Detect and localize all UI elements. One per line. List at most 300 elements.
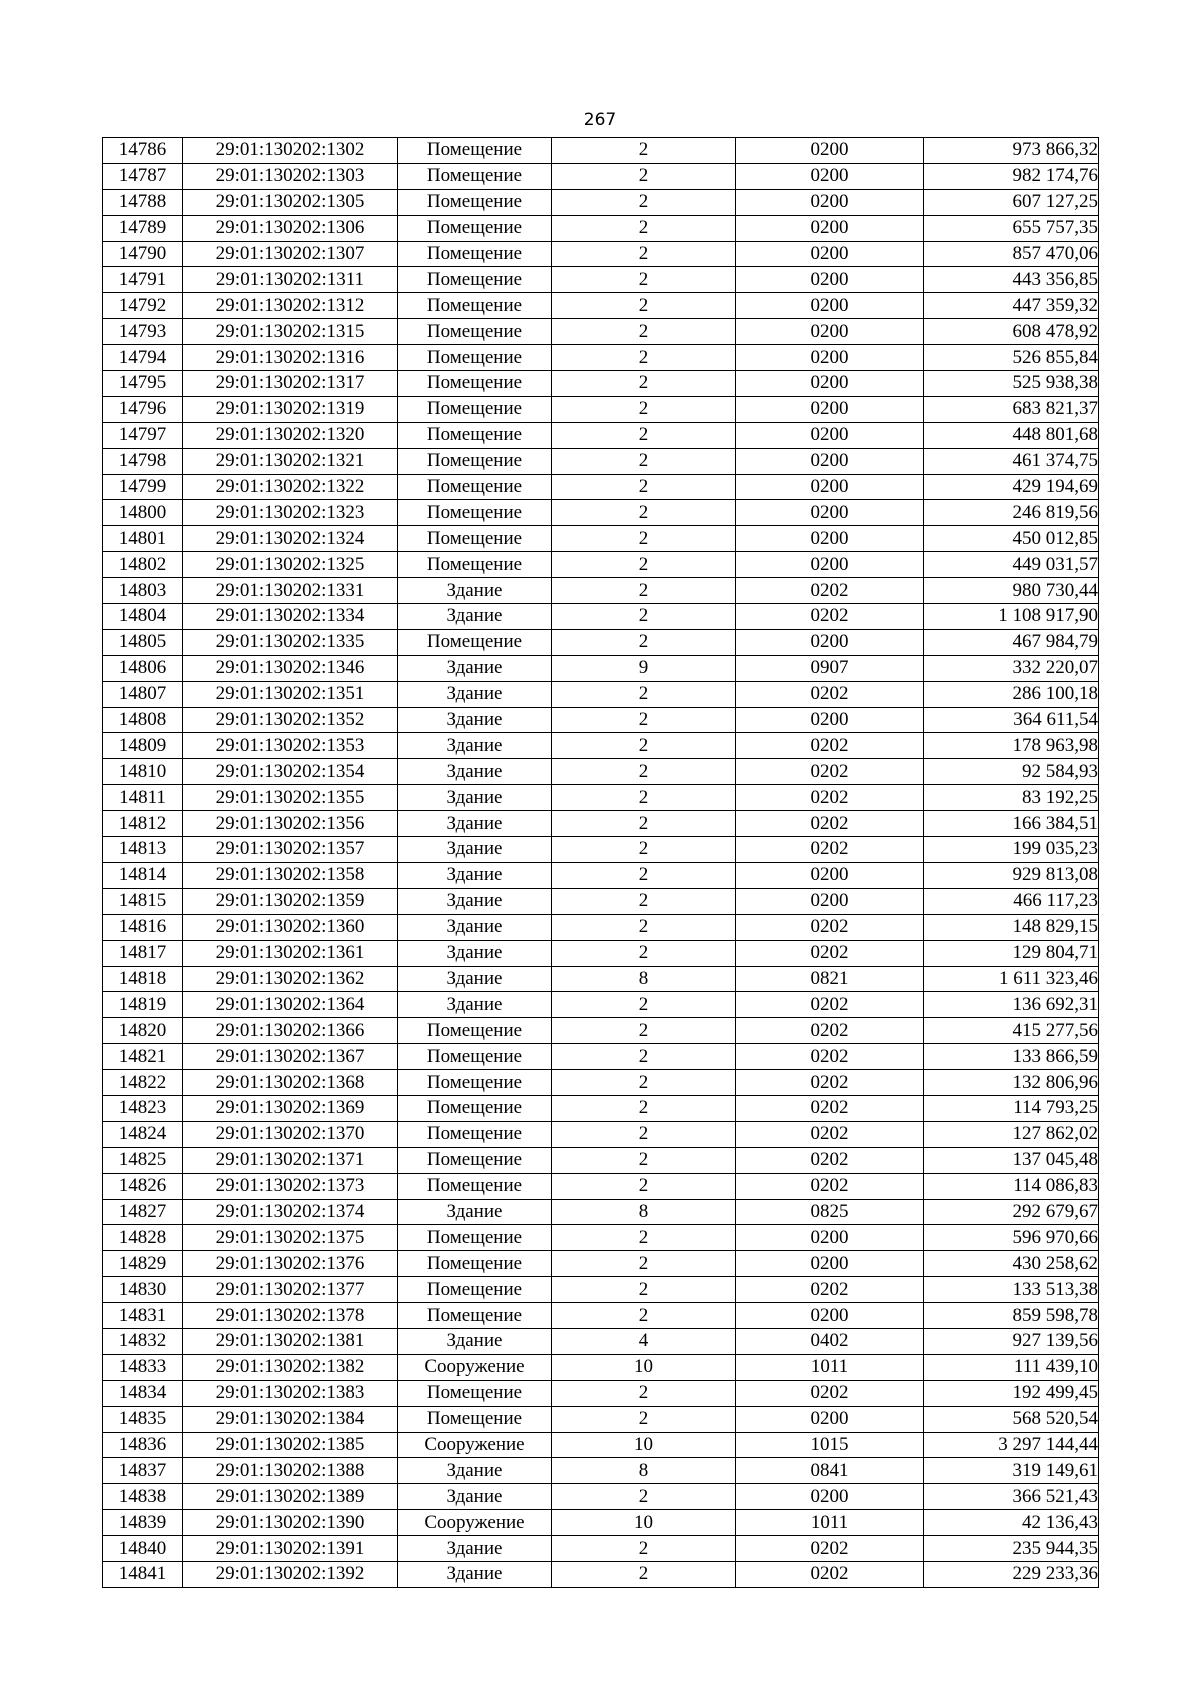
group-cell: 8: [552, 1458, 736, 1484]
code-cell: 0202: [736, 733, 924, 759]
table-row: [103, 1380, 1099, 1406]
cadastral-number-cell: 29:01:130202:1315: [183, 319, 398, 345]
table-row: [103, 1095, 1099, 1121]
code-cell: 0200: [736, 707, 924, 733]
object-type-cell: Помещение: [398, 1251, 552, 1277]
cadastral-value-cell: 607 127,25: [924, 189, 1099, 215]
cadastral-value-cell: 447 359,32: [924, 293, 1099, 319]
cadastral-number-cell: 29:01:130202:1377: [183, 1277, 398, 1303]
cadastral-number-cell: 29:01:130202:1302: [183, 138, 398, 164]
cadastral-number-cell: 29:01:130202:1324: [183, 526, 398, 552]
code-cell: 0200: [736, 474, 924, 500]
object-type-cell: Здание: [398, 578, 552, 604]
group-cell: 2: [552, 811, 736, 837]
row-number-cell: 14839: [103, 1510, 183, 1536]
table-row: [103, 862, 1099, 888]
object-type-cell: Помещение: [398, 396, 552, 422]
cadastral-number-cell: 29:01:130202:1388: [183, 1458, 398, 1484]
row-number-cell: 14830: [103, 1277, 183, 1303]
row-number-cell: 14791: [103, 267, 183, 293]
table-row: [103, 733, 1099, 759]
cadastral-number-cell: 29:01:130202:1360: [183, 914, 398, 940]
object-type-cell: Здание: [398, 862, 552, 888]
table-row: [103, 1458, 1099, 1484]
cadastral-number-cell: 29:01:130202:1322: [183, 474, 398, 500]
object-type-cell: Помещение: [398, 371, 552, 397]
row-number-cell: 14807: [103, 681, 183, 707]
group-cell: 2: [552, 1251, 736, 1277]
object-type-cell: Здание: [398, 1458, 552, 1484]
cadastral-value-cell: 443 356,85: [924, 267, 1099, 293]
table-row: [103, 448, 1099, 474]
group-cell: 2: [552, 681, 736, 707]
group-cell: 2: [552, 578, 736, 604]
object-type-cell: Здание: [398, 1536, 552, 1562]
cadastral-number-cell: 29:01:130202:1357: [183, 837, 398, 863]
object-type-cell: Помещение: [398, 1044, 552, 1070]
code-cell: 0202: [736, 1018, 924, 1044]
cadastral-number-cell: 29:01:130202:1321: [183, 448, 398, 474]
cadastral-number-cell: 29:01:130202:1317: [183, 371, 398, 397]
cadastral-value-cell: 178 963,98: [924, 733, 1099, 759]
cadastral-number-cell: 29:01:130202:1353: [183, 733, 398, 759]
cadastral-value-cell: 235 944,35: [924, 1536, 1099, 1562]
table-row: [103, 837, 1099, 863]
object-type-cell: Помещение: [398, 293, 552, 319]
cadastral-value-cell: 132 806,96: [924, 1070, 1099, 1096]
cadastral-number-cell: 29:01:130202:1376: [183, 1251, 398, 1277]
code-cell: 0200: [736, 319, 924, 345]
row-number-cell: 14840: [103, 1536, 183, 1562]
table-row: [103, 1044, 1099, 1070]
cadastral-number-cell: 29:01:130202:1383: [183, 1380, 398, 1406]
row-number-cell: 14793: [103, 319, 183, 345]
object-type-cell: Помещение: [398, 1095, 552, 1121]
object-type-cell: Здание: [398, 733, 552, 759]
table-row: [103, 163, 1099, 189]
cadastral-value-cell: 133 513,38: [924, 1277, 1099, 1303]
code-cell: 0402: [736, 1328, 924, 1354]
table-row: [103, 914, 1099, 940]
cadastral-number-cell: 29:01:130202:1390: [183, 1510, 398, 1536]
object-type-cell: Здание: [398, 811, 552, 837]
object-type-cell: Здание: [398, 940, 552, 966]
cadastral-number-cell: 29:01:130202:1312: [183, 293, 398, 319]
code-cell: 0202: [736, 1561, 924, 1587]
group-cell: 2: [552, 1303, 736, 1329]
cadastral-number-cell: 29:01:130202:1378: [183, 1303, 398, 1329]
group-cell: 9: [552, 655, 736, 681]
group-cell: 2: [552, 1406, 736, 1432]
code-cell: 0200: [736, 396, 924, 422]
code-cell: 0200: [736, 552, 924, 578]
object-type-cell: Здание: [398, 604, 552, 630]
code-cell: 0202: [736, 1277, 924, 1303]
object-type-cell: Помещение: [398, 319, 552, 345]
cadastral-number-cell: 29:01:130202:1371: [183, 1147, 398, 1173]
cadastral-value-cell: 655 757,35: [924, 215, 1099, 241]
code-cell: 1011: [736, 1510, 924, 1536]
row-number-cell: 14824: [103, 1121, 183, 1147]
object-type-cell: Помещение: [398, 1147, 552, 1173]
cadastral-value-table: [102, 137, 1099, 1588]
group-cell: 2: [552, 474, 736, 500]
table-row: [103, 474, 1099, 500]
code-cell: 0202: [736, 578, 924, 604]
table-row: [103, 1510, 1099, 1536]
cadastral-value-cell: 3 297 144,44: [924, 1432, 1099, 1458]
cadastral-value-cell: 92 584,93: [924, 759, 1099, 785]
code-cell: 0200: [736, 138, 924, 164]
object-type-cell: Здание: [398, 888, 552, 914]
row-number-cell: 14795: [103, 371, 183, 397]
code-cell: 0202: [736, 1380, 924, 1406]
table-row: [103, 1406, 1099, 1432]
code-cell: 0200: [736, 448, 924, 474]
object-type-cell: Здание: [398, 1484, 552, 1510]
group-cell: 2: [552, 629, 736, 655]
code-cell: 0200: [736, 1225, 924, 1251]
cadastral-value-cell: 166 384,51: [924, 811, 1099, 837]
row-number-cell: 14794: [103, 345, 183, 371]
code-cell: 0200: [736, 345, 924, 371]
cadastral-value-cell: 83 192,25: [924, 785, 1099, 811]
object-type-cell: Помещение: [398, 163, 552, 189]
table-row: [103, 1277, 1099, 1303]
cadastral-number-cell: 29:01:130202:1323: [183, 500, 398, 526]
object-type-cell: Помещение: [398, 1018, 552, 1044]
table-row: [103, 707, 1099, 733]
code-cell: 0202: [736, 1121, 924, 1147]
group-cell: 2: [552, 345, 736, 371]
code-cell: 0202: [736, 1173, 924, 1199]
code-cell: 0200: [736, 293, 924, 319]
cadastral-value-cell: 429 194,69: [924, 474, 1099, 500]
row-number-cell: 14816: [103, 914, 183, 940]
code-cell: 0202: [736, 604, 924, 630]
code-cell: 0200: [736, 526, 924, 552]
table-row: [103, 1070, 1099, 1096]
row-number-cell: 14808: [103, 707, 183, 733]
group-cell: 2: [552, 1536, 736, 1562]
cadastral-value-cell: 982 174,76: [924, 163, 1099, 189]
cadastral-number-cell: 29:01:130202:1382: [183, 1354, 398, 1380]
group-cell: 2: [552, 163, 736, 189]
table-row: [103, 500, 1099, 526]
object-type-cell: Помещение: [398, 189, 552, 215]
object-type-cell: Здание: [398, 992, 552, 1018]
code-cell: 0200: [736, 163, 924, 189]
object-type-cell: Сооружение: [398, 1432, 552, 1458]
cadastral-number-cell: 29:01:130202:1374: [183, 1199, 398, 1225]
code-cell: 0825: [736, 1199, 924, 1225]
row-number-cell: 14836: [103, 1432, 183, 1458]
cadastral-value-cell: 461 374,75: [924, 448, 1099, 474]
table-row: [103, 552, 1099, 578]
table-row: [103, 319, 1099, 345]
group-cell: 2: [552, 1173, 736, 1199]
cadastral-value-cell: 980 730,44: [924, 578, 1099, 604]
row-number-cell: 14805: [103, 629, 183, 655]
cadastral-number-cell: 29:01:130202:1375: [183, 1225, 398, 1251]
row-number-cell: 14801: [103, 526, 183, 552]
code-cell: 0200: [736, 267, 924, 293]
row-number-cell: 14831: [103, 1303, 183, 1329]
row-number-cell: 14797: [103, 422, 183, 448]
cadastral-value-cell: 430 258,62: [924, 1251, 1099, 1277]
code-cell: 0202: [736, 992, 924, 1018]
cadastral-value-cell: 568 520,54: [924, 1406, 1099, 1432]
group-cell: 2: [552, 992, 736, 1018]
cadastral-number-cell: 29:01:130202:1311: [183, 267, 398, 293]
row-number-cell: 14825: [103, 1147, 183, 1173]
object-type-cell: Помещение: [398, 500, 552, 526]
cadastral-value-cell: 127 862,02: [924, 1121, 1099, 1147]
row-number-cell: 14803: [103, 578, 183, 604]
table-body: [103, 138, 1099, 1588]
group-cell: 2: [552, 448, 736, 474]
group-cell: 2: [552, 862, 736, 888]
row-number-cell: 14828: [103, 1225, 183, 1251]
cadastral-value-cell: 466 117,23: [924, 888, 1099, 914]
cadastral-number-cell: 29:01:130202:1381: [183, 1328, 398, 1354]
cadastral-number-cell: 29:01:130202:1354: [183, 759, 398, 785]
object-type-cell: Здание: [398, 1199, 552, 1225]
cadastral-number-cell: 29:01:130202:1366: [183, 1018, 398, 1044]
cadastral-value-cell: 929 813,08: [924, 862, 1099, 888]
code-cell: 0200: [736, 422, 924, 448]
table-row: [103, 396, 1099, 422]
code-cell: 1015: [736, 1432, 924, 1458]
cadastral-number-cell: 29:01:130202:1316: [183, 345, 398, 371]
code-cell: 0200: [736, 862, 924, 888]
row-number-cell: 14799: [103, 474, 183, 500]
cadastral-value-cell: 859 598,78: [924, 1303, 1099, 1329]
cadastral-number-cell: 29:01:130202:1352: [183, 707, 398, 733]
object-type-cell: Здание: [398, 966, 552, 992]
object-type-cell: Помещение: [398, 1277, 552, 1303]
table-row: [103, 1561, 1099, 1587]
group-cell: 2: [552, 785, 736, 811]
group-cell: 2: [552, 138, 736, 164]
object-type-cell: Помещение: [398, 448, 552, 474]
group-cell: 2: [552, 1121, 736, 1147]
row-number-cell: 14811: [103, 785, 183, 811]
cadastral-number-cell: 29:01:130202:1331: [183, 578, 398, 604]
table-row: [103, 345, 1099, 371]
cadastral-value-cell: 114 086,83: [924, 1173, 1099, 1199]
object-type-cell: Здание: [398, 759, 552, 785]
cadastral-number-cell: 29:01:130202:1325: [183, 552, 398, 578]
row-number-cell: 14841: [103, 1561, 183, 1587]
table-row: [103, 371, 1099, 397]
object-type-cell: Здание: [398, 837, 552, 863]
cadastral-value-cell: 927 139,56: [924, 1328, 1099, 1354]
object-type-cell: Помещение: [398, 552, 552, 578]
group-cell: 2: [552, 1095, 736, 1121]
table-row: [103, 811, 1099, 837]
row-number-cell: 14790: [103, 241, 183, 267]
row-number-cell: 14787: [103, 163, 183, 189]
cadastral-value-cell: 292 679,67: [924, 1199, 1099, 1225]
cadastral-value-cell: 332 220,07: [924, 655, 1099, 681]
object-type-cell: Здание: [398, 914, 552, 940]
code-cell: 0200: [736, 189, 924, 215]
cadastral-value-cell: 448 801,68: [924, 422, 1099, 448]
cadastral-number-cell: 29:01:130202:1361: [183, 940, 398, 966]
cadastral-number-cell: 29:01:130202:1392: [183, 1561, 398, 1587]
group-cell: 2: [552, 319, 736, 345]
cadastral-number-cell: 29:01:130202:1320: [183, 422, 398, 448]
group-cell: 2: [552, 293, 736, 319]
group-cell: 2: [552, 888, 736, 914]
row-number-cell: 14798: [103, 448, 183, 474]
cadastral-value-cell: 1 611 323,46: [924, 966, 1099, 992]
code-cell: 0202: [736, 914, 924, 940]
cadastral-value-cell: 366 521,43: [924, 1484, 1099, 1510]
cadastral-number-cell: 29:01:130202:1305: [183, 189, 398, 215]
row-number-cell: 14814: [103, 862, 183, 888]
group-cell: 10: [552, 1432, 736, 1458]
cadastral-value-cell: 683 821,37: [924, 396, 1099, 422]
table-row: [103, 759, 1099, 785]
row-number-cell: 14833: [103, 1354, 183, 1380]
cadastral-number-cell: 29:01:130202:1359: [183, 888, 398, 914]
code-cell: 0202: [736, 837, 924, 863]
group-cell: 10: [552, 1510, 736, 1536]
code-cell: 0200: [736, 215, 924, 241]
row-number-cell: 14821: [103, 1044, 183, 1070]
table-row: [103, 1432, 1099, 1458]
cadastral-value-cell: 114 793,25: [924, 1095, 1099, 1121]
cadastral-number-cell: 29:01:130202:1346: [183, 655, 398, 681]
table-row: [103, 1121, 1099, 1147]
code-cell: 0202: [736, 785, 924, 811]
cadastral-number-cell: 29:01:130202:1385: [183, 1432, 398, 1458]
code-cell: 0200: [736, 500, 924, 526]
cadastral-value-cell: 129 804,71: [924, 940, 1099, 966]
object-type-cell: Здание: [398, 785, 552, 811]
group-cell: 2: [552, 1070, 736, 1096]
group-cell: 2: [552, 1380, 736, 1406]
code-cell: 0200: [736, 371, 924, 397]
group-cell: 2: [552, 500, 736, 526]
cadastral-value-cell: 136 692,31: [924, 992, 1099, 1018]
code-cell: 0202: [736, 759, 924, 785]
cadastral-number-cell: 29:01:130202:1303: [183, 163, 398, 189]
group-cell: 2: [552, 422, 736, 448]
cadastral-value-cell: 525 938,38: [924, 371, 1099, 397]
object-type-cell: Помещение: [398, 267, 552, 293]
cadastral-value-cell: 42 136,43: [924, 1510, 1099, 1536]
table-row: [103, 1199, 1099, 1225]
cadastral-number-cell: 29:01:130202:1364: [183, 992, 398, 1018]
object-type-cell: Помещение: [398, 1070, 552, 1096]
cadastral-number-cell: 29:01:130202:1367: [183, 1044, 398, 1070]
group-cell: 2: [552, 759, 736, 785]
row-number-cell: 14837: [103, 1458, 183, 1484]
row-number-cell: 14788: [103, 189, 183, 215]
cadastral-number-cell: 29:01:130202:1306: [183, 215, 398, 241]
cadastral-value-cell: 1 108 917,90: [924, 604, 1099, 630]
row-number-cell: 14813: [103, 837, 183, 863]
object-type-cell: Помещение: [398, 629, 552, 655]
table-row: [103, 267, 1099, 293]
group-cell: 4: [552, 1328, 736, 1354]
group-cell: 2: [552, 914, 736, 940]
group-cell: 2: [552, 1044, 736, 1070]
code-cell: 0202: [736, 1070, 924, 1096]
cadastral-value-cell: 608 478,92: [924, 319, 1099, 345]
group-cell: 2: [552, 733, 736, 759]
table-row: [103, 526, 1099, 552]
row-number-cell: 14834: [103, 1380, 183, 1406]
object-type-cell: Помещение: [398, 1303, 552, 1329]
code-cell: 1011: [736, 1354, 924, 1380]
cadastral-number-cell: 29:01:130202:1362: [183, 966, 398, 992]
group-cell: 8: [552, 966, 736, 992]
table-row: [103, 655, 1099, 681]
object-type-cell: Здание: [398, 1328, 552, 1354]
code-cell: 0202: [736, 940, 924, 966]
cadastral-number-cell: 29:01:130202:1391: [183, 1536, 398, 1562]
object-type-cell: Помещение: [398, 1121, 552, 1147]
cadastral-value-cell: 596 970,66: [924, 1225, 1099, 1251]
code-cell: 0202: [736, 1044, 924, 1070]
row-number-cell: 14829: [103, 1251, 183, 1277]
code-cell: 0200: [736, 888, 924, 914]
table-row: [103, 1354, 1099, 1380]
cadastral-number-cell: 29:01:130202:1319: [183, 396, 398, 422]
row-number-cell: 14800: [103, 500, 183, 526]
group-cell: 2: [552, 1147, 736, 1173]
group-cell: 2: [552, 396, 736, 422]
cadastral-value-cell: 137 045,48: [924, 1147, 1099, 1173]
row-number-cell: 14817: [103, 940, 183, 966]
table-row: [103, 940, 1099, 966]
code-cell: 0202: [736, 1147, 924, 1173]
code-cell: 0821: [736, 966, 924, 992]
row-number-cell: 14826: [103, 1173, 183, 1199]
table-row: [103, 966, 1099, 992]
code-cell: 0200: [736, 1406, 924, 1432]
row-number-cell: 14796: [103, 396, 183, 422]
table-row: [103, 1225, 1099, 1251]
group-cell: 2: [552, 371, 736, 397]
table-row: [103, 992, 1099, 1018]
cadastral-value-cell: 857 470,06: [924, 241, 1099, 267]
row-number-cell: 14838: [103, 1484, 183, 1510]
table-row: [103, 1251, 1099, 1277]
row-number-cell: 14823: [103, 1095, 183, 1121]
object-type-cell: Помещение: [398, 345, 552, 371]
table-row: [103, 681, 1099, 707]
cadastral-value-cell: 133 866,59: [924, 1044, 1099, 1070]
cadastral-value-cell: 364 611,54: [924, 707, 1099, 733]
cadastral-value-cell: 148 829,15: [924, 914, 1099, 940]
code-cell: 0200: [736, 629, 924, 655]
cadastral-value-cell: 319 149,61: [924, 1458, 1099, 1484]
group-cell: 2: [552, 215, 736, 241]
cadastral-value-cell: 246 819,56: [924, 500, 1099, 526]
object-type-cell: Помещение: [398, 215, 552, 241]
code-cell: 0202: [736, 811, 924, 837]
group-cell: 2: [552, 707, 736, 733]
cadastral-number-cell: 29:01:130202:1373: [183, 1173, 398, 1199]
row-number-cell: 14835: [103, 1406, 183, 1432]
cadastral-number-cell: 29:01:130202:1389: [183, 1484, 398, 1510]
row-number-cell: 14815: [103, 888, 183, 914]
